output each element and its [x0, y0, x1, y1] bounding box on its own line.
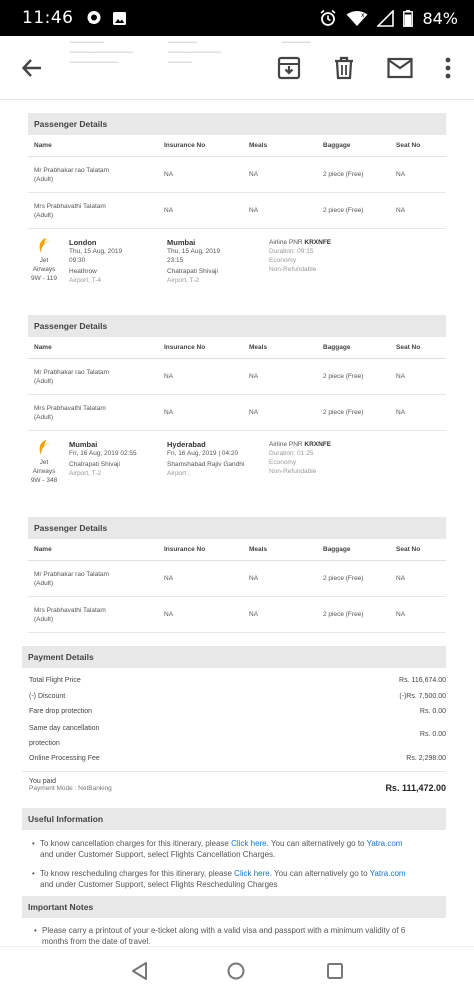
passenger-type: (Adult): [34, 211, 54, 219]
arrival-date: Fri, 16 Aug, 2019: [167, 450, 217, 457]
discount-label: (-) Discount: [29, 692, 66, 700]
pnr-label: Airline PNR: [269, 441, 303, 448]
payment-row: [22, 690, 446, 706]
departure-airport: Chatrapati Shivaji: [69, 461, 120, 468]
arrival-date: Thu, 15 Aug, 2019: [167, 248, 221, 255]
yatra-link[interactable]: Yatra.com: [369, 869, 406, 878]
passenger-type: (Adult): [34, 377, 54, 385]
meals-value: NA: [249, 575, 259, 582]
payment-row: [22, 721, 446, 752]
wifi-icon: [346, 10, 368, 27]
col-name: Name: [34, 546, 52, 553]
airline-name: Jet Airways: [32, 459, 56, 475]
col-name: Name: [34, 142, 52, 149]
meals-value: NA: [249, 611, 259, 618]
table-title: Passenger Details: [28, 113, 446, 135]
payment-row: [22, 705, 446, 721]
baggage-value: 2 piece (Free): [323, 575, 364, 582]
departure-date: Thu, 15 Aug, 2019: [69, 248, 123, 255]
table-header-row: [28, 135, 446, 157]
seat-value: NA: [396, 409, 406, 416]
chat-notification-icon: [86, 10, 102, 26]
fare-drop-label: Fare drop protection: [29, 708, 93, 715]
list-item: • To know rescheduling charges for this itinerary, please Click here. You can alternatively go to Yatra.com and under Customer Support, select Flights Rescheduling Charges: [32, 869, 406, 889]
departure-date: Fri, 16 Aug, 2019: [69, 450, 119, 457]
passenger-details-table: [28, 517, 446, 633]
col-seat: Seat No: [396, 344, 421, 351]
passenger-type: (Adult): [34, 175, 54, 183]
insurance-value: NA: [164, 575, 174, 582]
signal-icon: [377, 10, 394, 27]
insurance-value: NA: [164, 207, 174, 214]
insurance-value: NA: [164, 409, 174, 416]
table-row: [28, 157, 446, 193]
seat-value: NA: [396, 171, 406, 178]
list-item: • To know cancellation charges for this itinerary, please Click here. You can alternatively go to Yatra.com and under Customer Support, select Flights Cancellation Charges.: [32, 839, 403, 859]
table-header-row: [28, 337, 446, 359]
refund-status: Non-Refundable: [269, 266, 317, 273]
seat-value: NA: [396, 575, 406, 582]
insurance-value: NA: [164, 171, 174, 178]
col-baggage: Baggage: [323, 546, 351, 553]
passenger-type: (Adult): [34, 615, 54, 623]
baggage-value: 2 piece (Free): [323, 171, 364, 178]
more-options-button[interactable]: [432, 52, 464, 84]
meals-value: NA: [249, 409, 259, 416]
passenger-details-table: [28, 315, 446, 431]
passenger-name: Mr Prabhakar rao Talatam: [34, 570, 110, 578]
table-row: [28, 597, 446, 633]
payment-mode: Payment Mode : NetBanking: [29, 785, 112, 792]
nav-home-button[interactable]: [226, 961, 250, 985]
useful-information: [22, 808, 446, 890]
yatra-link[interactable]: Yatra.com: [366, 839, 403, 848]
departure-city: London: [69, 238, 97, 247]
total-price-label: Total Flight Price: [29, 677, 81, 684]
discount-value: (-)Rs. 7,500.00: [399, 692, 446, 700]
system-nav-bar: [0, 946, 474, 1000]
cancellation-click-here-link[interactable]: Click here: [231, 839, 267, 848]
fare-drop-value: Rs. 0.00: [419, 708, 446, 715]
passenger-name: Mr Prabhakar rao Talatam: [34, 368, 110, 376]
paid-row: [22, 776, 446, 800]
arrival-time: 23:15: [167, 257, 184, 264]
airline-info: [28, 236, 60, 283]
pnr-label: Airline PNR: [269, 239, 303, 246]
same-day-label-cont: protection: [29, 740, 60, 747]
col-insurance: Insurance No: [164, 142, 206, 149]
jet-airways-logo-icon: [37, 440, 51, 456]
passenger-type: (Adult): [34, 579, 54, 587]
paid-value: Rs. 111,472.00: [385, 783, 446, 793]
jet-airways-logo-icon: [37, 238, 51, 254]
divider: [22, 771, 446, 772]
arrival-time: 04:20: [221, 450, 239, 457]
passenger-details-table: [28, 113, 446, 229]
arrival-city: Mumbai: [167, 238, 196, 247]
more-vert-icon: [445, 57, 451, 79]
col-baggage: Baggage: [323, 142, 351, 149]
paid-label: You paid: [29, 778, 56, 785]
col-insurance: Insurance No: [164, 546, 206, 553]
table-title: Passenger Details: [28, 517, 446, 539]
email-body: [0, 100, 474, 946]
trash-icon: [333, 56, 355, 80]
refund-status: Non-Refundable: [269, 468, 317, 475]
mail-icon: [387, 57, 413, 79]
status-time: 11:46: [22, 8, 74, 28]
pnr-info: [269, 440, 331, 476]
pnr-info: [269, 238, 331, 274]
departure-terminal: Airport, T-4: [69, 277, 102, 284]
battery-icon: [403, 10, 413, 27]
col-seat: Seat No: [396, 142, 421, 149]
col-meals: Meals: [249, 344, 268, 351]
meals-value: NA: [249, 207, 259, 214]
payment-row: [22, 752, 446, 768]
baggage-value: 2 piece (Free): [323, 611, 364, 618]
mark-unread-button[interactable]: [384, 52, 416, 84]
col-seat: Seat No: [396, 546, 421, 553]
back-button[interactable]: [16, 52, 48, 84]
insurance-value: NA: [164, 611, 174, 618]
col-insurance: Insurance No: [164, 344, 206, 351]
pnr-value: KRXNFE: [304, 239, 332, 246]
nav-back-button[interactable]: [130, 961, 154, 985]
insurance-value: NA: [164, 373, 174, 380]
archive-button[interactable]: [273, 52, 305, 84]
seat-value: NA: [396, 611, 406, 618]
arrival-info: Hyderabad Fri, 16 Aug, 2019 | 04:20 Shamshabad Rajiv Gandhi Airport ,: [167, 440, 245, 477]
flight-number: 9W - 348: [30, 477, 58, 484]
meals-value: NA: [249, 373, 259, 380]
important-notes-title: Important Notes: [22, 896, 446, 918]
departure-info: [69, 440, 137, 478]
battery-percent: 84%: [422, 8, 458, 28]
departure-time: 09:30: [69, 257, 86, 264]
payment-title: Payment Details: [22, 646, 446, 668]
baggage-value: 2 piece (Free): [323, 409, 364, 416]
table-row: [28, 359, 446, 395]
table-row: [28, 561, 446, 597]
pnr-value: KRXNFE: [304, 441, 332, 448]
flight-duration: Duration: 01:25: [269, 450, 314, 457]
important-notes: [22, 896, 446, 946]
seat-value: NA: [396, 373, 406, 380]
passenger-name: Mrs Prabhavathi Talatam: [34, 606, 106, 614]
flight-number: 9W - 119: [31, 275, 57, 282]
departure-city: Mumbai: [69, 440, 98, 449]
departure-airport: Heathrow: [69, 268, 97, 275]
arrival-city: Hyderabad: [167, 440, 206, 449]
triangle-back-icon: [130, 961, 150, 981]
processing-fee-value: Rs. 2,298.00: [406, 754, 446, 762]
flight-segment: [28, 438, 446, 506]
table-title: Passenger Details: [28, 315, 446, 337]
payment-row: [22, 674, 446, 690]
svg-text:x: x: [361, 11, 365, 19]
passenger-type: (Adult): [34, 413, 54, 421]
passenger-name: Mrs Prabhavathi Talatam: [34, 202, 106, 210]
table-row: [28, 395, 446, 431]
arrival-terminal: Airport ,: [167, 470, 190, 477]
total-price-value: Rs. 116,674.00: [399, 677, 446, 684]
departure-info: [69, 238, 122, 285]
delete-button[interactable]: [328, 52, 360, 84]
airline-info: [28, 438, 60, 485]
archive-icon: [277, 56, 301, 80]
image-notification-icon: [112, 11, 127, 26]
alarm-icon: [319, 9, 337, 27]
col-meals: Meals: [249, 546, 268, 553]
col-baggage: Baggage: [323, 344, 351, 351]
baggage-value: 2 piece (Free): [323, 207, 364, 214]
seat-value: NA: [396, 207, 406, 214]
status-bar: [0, 0, 474, 36]
arrival-airport: Shamshabad Rajiv Gandhi: [167, 461, 245, 468]
passenger-name: Mr Prabhakar rao Talatam: [34, 166, 110, 174]
processing-fee-label: Online Processing Fee: [29, 754, 100, 762]
col-meals: Meals: [249, 142, 268, 149]
payment-details: [22, 646, 446, 800]
app-bar: ━━━━━━━ ━━━━━━━━━━━━━ ━━━━━━━━━━ ━━━━━━ ━━━━━━━━━━━ ━━━━━ ━━━━━━: [0, 36, 474, 100]
passenger-name: Mrs Prabhavathi Talatam: [34, 404, 106, 412]
baggage-value: 2 piece (Free): [323, 373, 364, 380]
table-header-row: [28, 539, 446, 561]
useful-info-title: Useful Information: [22, 808, 446, 830]
cabin-class: Economy: [269, 257, 297, 264]
same-day-label: Same day cancellation: [29, 724, 100, 732]
circle-home-icon: [226, 961, 246, 981]
cabin-class: Economy: [269, 459, 297, 466]
departure-terminal: Airport, T-2: [69, 470, 102, 477]
arrow-left-icon: [21, 57, 43, 79]
flight-duration: Duration: 09:15: [269, 248, 314, 255]
meals-value: NA: [249, 171, 259, 178]
same-day-value: Rs. 0.00: [419, 730, 446, 738]
table-row: [28, 193, 446, 229]
col-name: Name: [34, 344, 52, 351]
list-item: • Please carry a printout of your e-ticket along with a valid visa and passport with a minimum validity of 6 months from the date of travel.: [34, 926, 406, 946]
square-recents-icon: [325, 961, 345, 981]
rescheduling-click-here-link[interactable]: Click here: [234, 869, 270, 878]
arrival-info: [167, 238, 220, 285]
flight-segment: [28, 236, 446, 304]
nav-recents-button[interactable]: [325, 961, 349, 985]
departure-time: 02:55: [120, 450, 137, 457]
arrival-airport: Chatrapati Shivaji: [167, 268, 218, 275]
arrival-terminal: Airport, T-2: [167, 277, 200, 284]
airline-name: Jet Airways: [32, 257, 56, 273]
